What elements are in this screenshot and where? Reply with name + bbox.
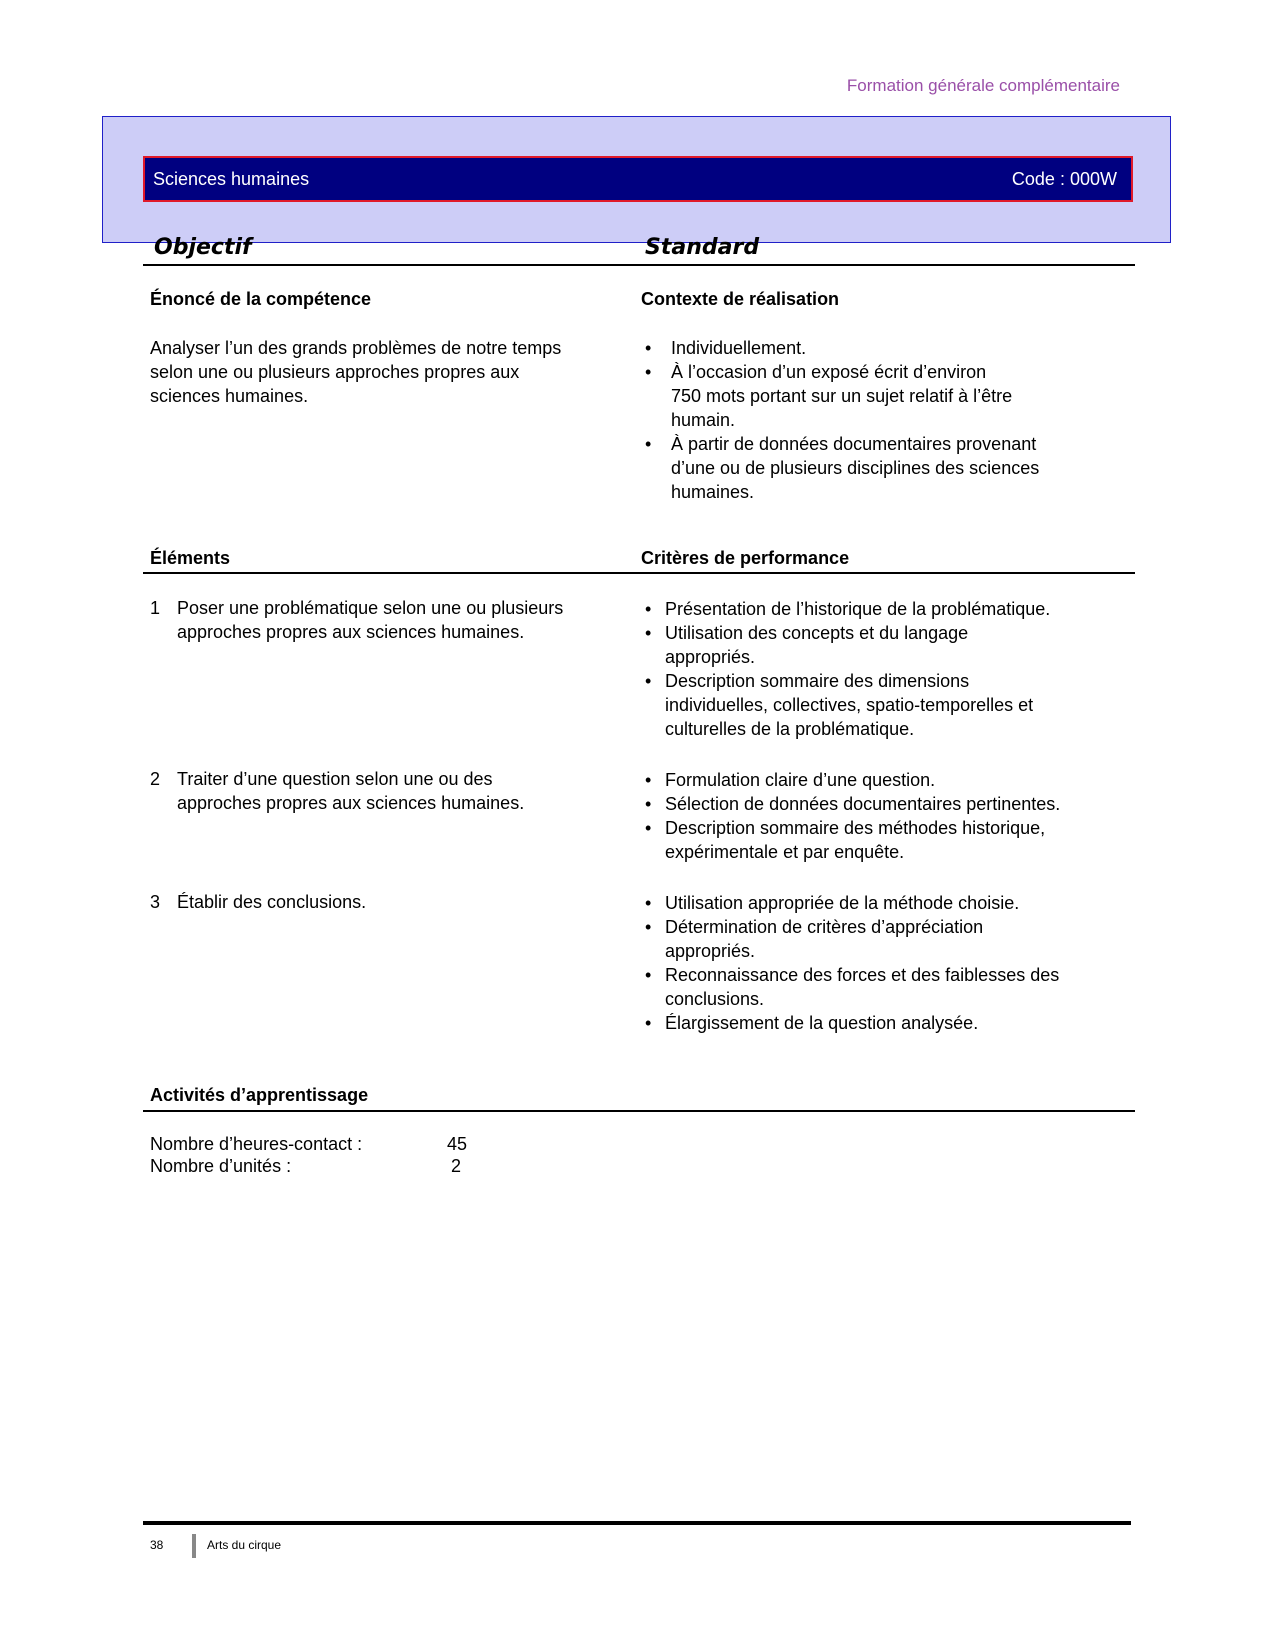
item-text: Utilisation appropriée de la méthode choisie. [665, 893, 1020, 913]
elements-heading: Éléments [150, 548, 231, 568]
list-item: • Utilisation des concepts et du langage appropriés. [643, 621, 1123, 669]
element-3 [150, 890, 630, 914]
item-text: Individuellement. [671, 338, 807, 358]
item-text: Sélection de données documentaires pertinentes. [665, 794, 1061, 814]
footer-divider [143, 1521, 1131, 1525]
unites-row [150, 1154, 291, 1178]
competence-line: sciences humaines. [150, 386, 309, 406]
contexte-heading: Contexte de réalisation [641, 289, 840, 309]
footer [150, 1538, 282, 1552]
item-text: Élargissement de la question analysée. [665, 1013, 979, 1033]
heures-label: Nombre d’heures-contact : [150, 1134, 363, 1154]
list-item: • À l’occasion d’un exposé écrit d’environ 750 mots portant sur un sujet relatif à l’être humain. [643, 360, 1113, 432]
criteria-list-2 [643, 768, 1123, 864]
element-text: approches propres aux sciences humaines. [177, 622, 525, 642]
element-text: Établir des conclusions. [177, 892, 367, 912]
list-item: • Description sommaire des dimensions individuelles, collectives, spatio-temporelles et culturelles de la problématique. [643, 669, 1123, 741]
element-number: 2 [150, 769, 161, 789]
competence-statement [150, 336, 630, 408]
item-text: expérimentale et par enquête. [665, 842, 905, 862]
item-text: Description sommaire des dimensions [665, 671, 970, 691]
page-number: 38 [150, 1538, 164, 1552]
element-number: 1 [150, 598, 161, 618]
objectif-heading: Objectif [154, 235, 252, 260]
item-text: d’une ou de plusieurs disciplines des sciences [671, 458, 1040, 478]
footer-separator [192, 1534, 196, 1558]
heures-value: 45 [447, 1134, 468, 1154]
list-item: • Sélection de données documentaires pertinentes. [643, 792, 1123, 816]
item-text: Utilisation des concepts et du langage [665, 623, 969, 643]
item-text: appropriés. [665, 941, 756, 961]
competence-heading: Énoncé de la compétence [150, 289, 372, 309]
element-text: approches propres aux sciences humaines. [177, 793, 525, 813]
item-text: Formulation claire d’une question. [665, 770, 936, 790]
item-text: culturelles de la problématique. [665, 719, 915, 739]
item-text: À partir de données documentaires provenant [671, 434, 1037, 454]
divider [143, 264, 1135, 266]
list-item: • Détermination de critères d’appréciation appropriés. [643, 915, 1123, 963]
element-1 [150, 596, 630, 644]
element-number: 3 [150, 892, 161, 912]
element-text: Poser une problématique selon une ou plusieurs [177, 598, 564, 618]
discipline-bar [143, 156, 1133, 202]
divider [143, 1110, 1135, 1112]
activites-heading: Activités d’apprentissage [150, 1085, 369, 1105]
program-name: Arts du cirque [207, 1538, 282, 1552]
criteres-heading: Critères de performance [641, 548, 850, 568]
element-text: Traiter d’une question selon une ou des [177, 769, 493, 789]
item-text: individuelles, collectives, spatio-temporelles et [665, 695, 1034, 715]
item-text: Détermination de critères d’appréciation [665, 917, 984, 937]
document-header-title: Formation générale complémentaire [846, 76, 1120, 95]
list-item: • À partir de données documentaires provenant d’une ou de plusieurs disciplines des sciences humaines. [643, 432, 1113, 504]
unites-value: 2 [451, 1156, 462, 1176]
contexte-list [643, 336, 1113, 504]
discipline-name: Sciences humaines [153, 169, 310, 189]
criteria-list-3 [643, 891, 1123, 1035]
code-value: 000W [1069, 169, 1117, 189]
item-text: Reconnaissance des forces et des faiblesses des [665, 965, 1060, 985]
item-text: conclusions. [665, 989, 765, 1009]
item-text: humain. [671, 410, 736, 430]
list-item: • Élargissement de la question analysée. [643, 1011, 1123, 1035]
divider [143, 572, 1135, 574]
item-text: humaines. [671, 482, 755, 502]
item-text: 750 mots portant sur un sujet relatif à l’être [671, 386, 1013, 406]
list-item: • Individuellement. [643, 336, 1113, 360]
item-text: appropriés. [665, 647, 756, 667]
competence-line: selon une ou plusieurs approches propres aux [150, 362, 520, 382]
list-item: • Formulation claire d’une question. [643, 768, 1123, 792]
list-item: • Utilisation appropriée de la méthode choisie. [643, 891, 1123, 915]
list-item: • Description sommaire des méthodes historique, expérimentale et par enquête. [643, 816, 1123, 864]
course-code [1012, 169, 1117, 190]
item-text: À l’occasion d’un exposé écrit d’environ [671, 362, 987, 382]
competence-line: Analyser l’un des grands problèmes de notre temps [150, 338, 562, 358]
criteria-list-1 [643, 597, 1123, 741]
code-label: Code : [1011, 169, 1065, 189]
list-item: • Présentation de l’historique de la problématique. [643, 597, 1123, 621]
standard-heading: Standard [645, 235, 760, 260]
heures-row [150, 1132, 362, 1156]
element-2 [150, 767, 630, 815]
unites-label: Nombre d’unités : [150, 1156, 292, 1176]
list-item: • Reconnaissance des forces et des faiblesses des conclusions. [643, 963, 1123, 1011]
item-text: Description sommaire des méthodes historique, [665, 818, 1046, 838]
item-text: Présentation de l’historique de la problématique. [665, 599, 1051, 619]
